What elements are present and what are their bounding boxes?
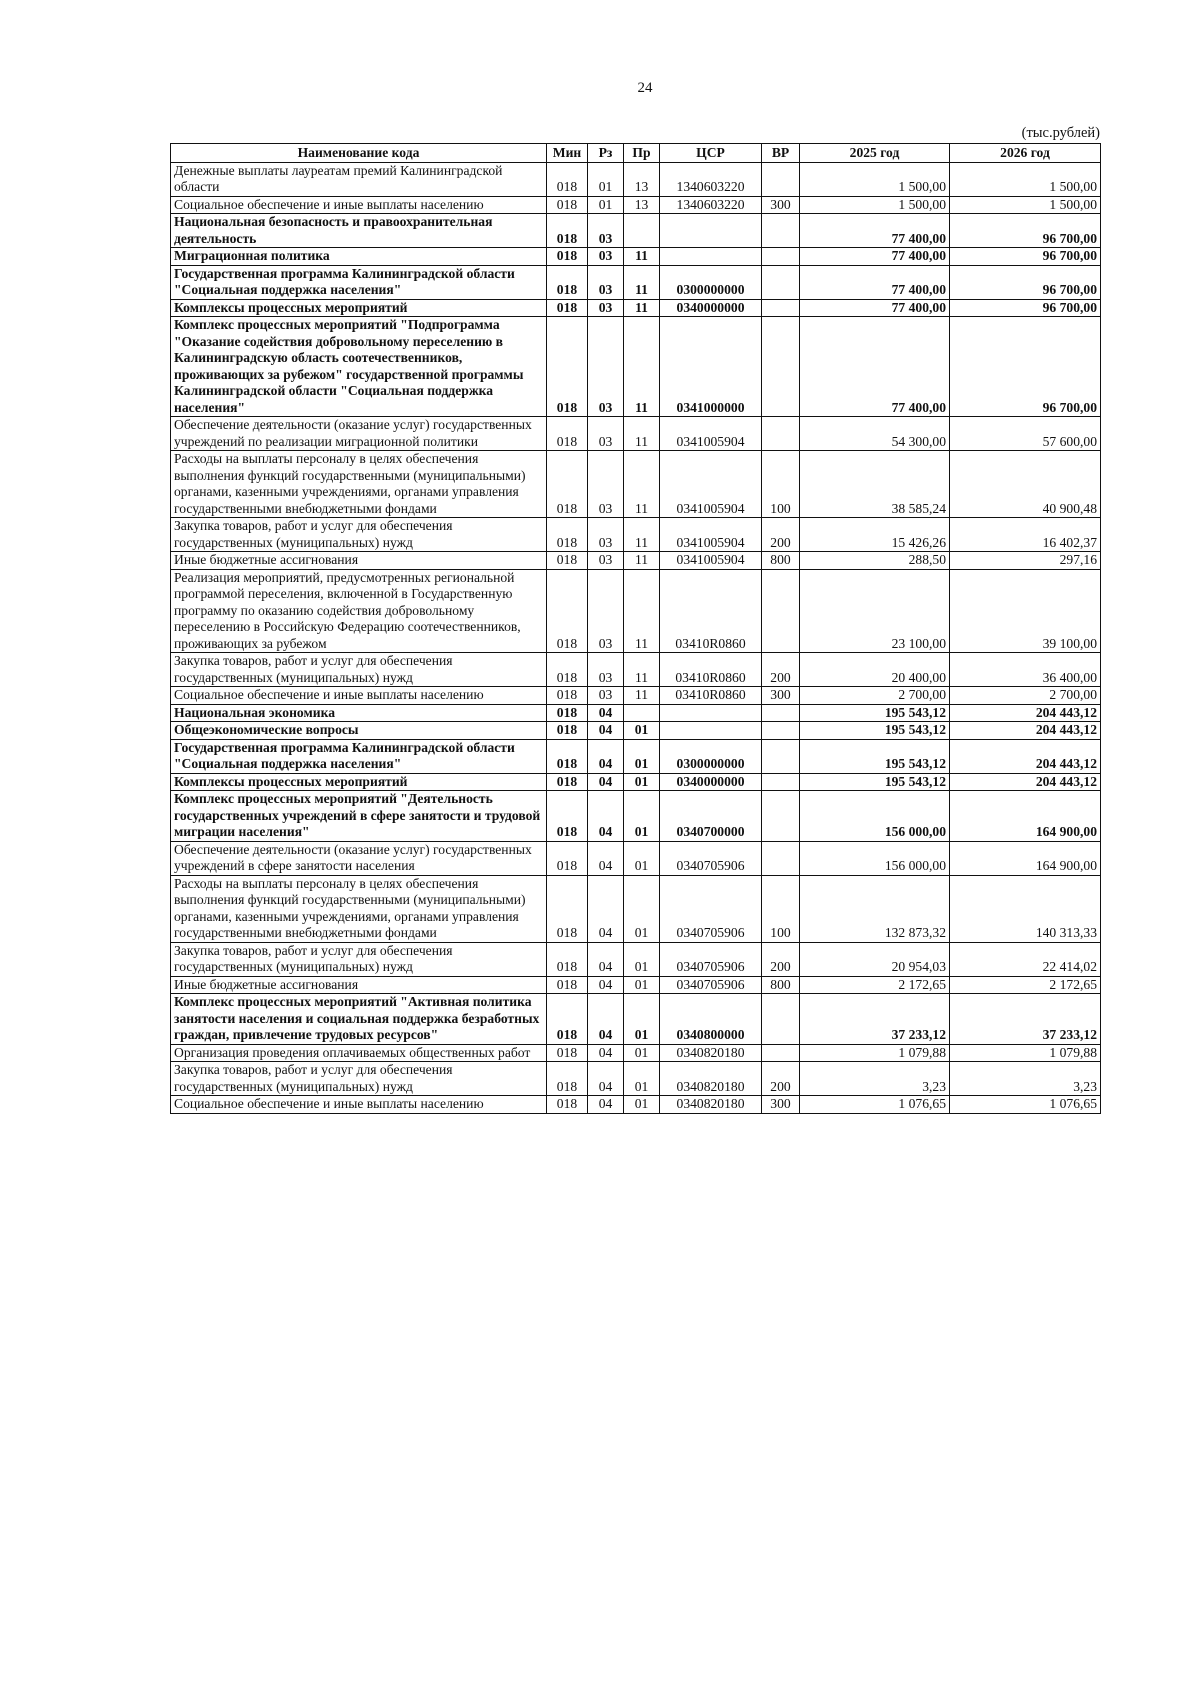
- cell-rz: 03: [588, 248, 624, 266]
- header-min: Мин: [547, 144, 588, 163]
- cell-pr: 11: [624, 569, 660, 653]
- cell-csr: 03410R0860: [660, 687, 762, 705]
- cell-min: 018: [547, 653, 588, 687]
- table-row: [171, 214, 1101, 248]
- cell-csr: 1340603220: [660, 196, 762, 214]
- cell-min: 018: [547, 1044, 588, 1062]
- cell-rz: 04: [588, 1062, 624, 1096]
- cell-csr: 0340800000: [660, 994, 762, 1045]
- page-number: 24: [637, 80, 653, 96]
- cell-name: Комплекс процессных мероприятий "Подпрограмма "Оказание содействия добровольному переселению в Калининградскую область соотечественников, проживающих за рубежом" государственной программы Калининградской области "Социальная поддержка населения": [171, 317, 547, 417]
- cell-name: Иные бюджетные ассигнования: [171, 976, 547, 994]
- cell-rz: 04: [588, 942, 624, 976]
- cell-vr: 800: [762, 552, 800, 570]
- cell-rz: 04: [588, 976, 624, 994]
- cell-2026: 2 700,00: [950, 687, 1101, 705]
- header-csr: ЦСР: [660, 144, 762, 163]
- table-row: [171, 875, 1101, 942]
- cell-pr: 11: [624, 653, 660, 687]
- cell-csr: 0341005904: [660, 518, 762, 552]
- table-row: [171, 976, 1101, 994]
- cell-2026: 2 172,65: [950, 976, 1101, 994]
- cell-csr: 0340700000: [660, 791, 762, 842]
- cell-pr: 01: [624, 773, 660, 791]
- header-rz: Рз: [588, 144, 624, 163]
- cell-rz: 03: [588, 552, 624, 570]
- cell-2026: 164 900,00: [950, 791, 1101, 842]
- cell-2026: 16 402,37: [950, 518, 1101, 552]
- cell-min: 018: [547, 299, 588, 317]
- cell-csr: 03410R0860: [660, 653, 762, 687]
- cell-csr: 0300000000: [660, 739, 762, 773]
- cell-min: 018: [547, 214, 588, 248]
- cell-2025: 195 543,12: [800, 739, 950, 773]
- cell-rz: 04: [588, 739, 624, 773]
- cell-csr: 0341000000: [660, 317, 762, 417]
- cell-2026: 204 443,12: [950, 739, 1101, 773]
- cell-name: Комплекс процессных мероприятий "Деятельность государственных учреждений в сфере занятости и трудовой миграции населения": [171, 791, 547, 842]
- cell-pr: 01: [624, 976, 660, 994]
- cell-2026: 1 079,88: [950, 1044, 1101, 1062]
- cell-vr: [762, 994, 800, 1045]
- cell-vr: 200: [762, 653, 800, 687]
- cell-name: Организация проведения оплачиваемых общественных работ: [171, 1044, 547, 1062]
- cell-2026: 57 600,00: [950, 417, 1101, 451]
- header-2025: 2025 год: [800, 144, 950, 163]
- cell-vr: [762, 739, 800, 773]
- cell-min: 018: [547, 841, 588, 875]
- cell-2025: 2 172,65: [800, 976, 950, 994]
- header-pr: Пр: [624, 144, 660, 163]
- table-row: [171, 687, 1101, 705]
- cell-name: Общеэкономические вопросы: [171, 722, 547, 740]
- cell-name: Социальное обеспечение и иные выплаты населению: [171, 1096, 547, 1114]
- cell-pr: 01: [624, 739, 660, 773]
- cell-rz: 04: [588, 994, 624, 1045]
- cell-csr: 0340820180: [660, 1096, 762, 1114]
- cell-2025: 77 400,00: [800, 317, 950, 417]
- cell-min: 018: [547, 451, 588, 518]
- cell-2026: 297,16: [950, 552, 1101, 570]
- cell-min: 018: [547, 518, 588, 552]
- cell-min: 018: [547, 1096, 588, 1114]
- cell-min: 018: [547, 248, 588, 266]
- cell-rz: 03: [588, 653, 624, 687]
- table-row: [171, 552, 1101, 570]
- cell-2026: 40 900,48: [950, 451, 1101, 518]
- cell-csr: 0341005904: [660, 417, 762, 451]
- cell-csr: [660, 704, 762, 722]
- cell-name: Денежные выплаты лауреатам премий Калининградской области: [171, 162, 547, 196]
- cell-rz: 04: [588, 841, 624, 875]
- cell-2026: 37 233,12: [950, 994, 1101, 1045]
- cell-rz: 03: [588, 518, 624, 552]
- cell-min: 018: [547, 773, 588, 791]
- table-row: [171, 569, 1101, 653]
- cell-name: Комплексы процессных мероприятий: [171, 299, 547, 317]
- cell-min: 018: [547, 942, 588, 976]
- cell-csr: 0341005904: [660, 552, 762, 570]
- cell-2026: 204 443,12: [950, 773, 1101, 791]
- cell-rz: 04: [588, 791, 624, 842]
- cell-min: 018: [547, 875, 588, 942]
- cell-rz: 03: [588, 317, 624, 417]
- cell-pr: 11: [624, 248, 660, 266]
- header-name: Наименование кода: [171, 144, 547, 163]
- cell-pr: 13: [624, 162, 660, 196]
- cell-vr: [762, 299, 800, 317]
- cell-2025: 77 400,00: [800, 248, 950, 266]
- cell-pr: 11: [624, 518, 660, 552]
- header-vr: ВР: [762, 144, 800, 163]
- cell-name: Иные бюджетные ассигнования: [171, 552, 547, 570]
- cell-2025: 195 543,12: [800, 722, 950, 740]
- cell-2026: 140 313,33: [950, 875, 1101, 942]
- table-row: [171, 248, 1101, 266]
- cell-min: 018: [547, 552, 588, 570]
- cell-vr: [762, 417, 800, 451]
- cell-name: Расходы на выплаты персоналу в целях обеспечения выполнения функций государственными (муниципальными) органами, казенными учреждениями, органами управления государственными внебюджетными фондами: [171, 875, 547, 942]
- cell-2026: 96 700,00: [950, 265, 1101, 299]
- cell-rz: 03: [588, 214, 624, 248]
- cell-2026: 1 076,65: [950, 1096, 1101, 1114]
- cell-2026: 96 700,00: [950, 299, 1101, 317]
- table-row: [171, 994, 1101, 1045]
- cell-csr: 0340705906: [660, 841, 762, 875]
- cell-min: 018: [547, 791, 588, 842]
- cell-min: 018: [547, 265, 588, 299]
- table-row: [171, 317, 1101, 417]
- cell-vr: [762, 704, 800, 722]
- table-row: [171, 518, 1101, 552]
- cell-pr: 11: [624, 417, 660, 451]
- cell-csr: 0340705906: [660, 976, 762, 994]
- cell-pr: 11: [624, 687, 660, 705]
- cell-2025: 38 585,24: [800, 451, 950, 518]
- cell-min: 018: [547, 687, 588, 705]
- cell-min: 018: [547, 196, 588, 214]
- cell-2025: 1 500,00: [800, 162, 950, 196]
- cell-name: Социальное обеспечение и иные выплаты населению: [171, 196, 547, 214]
- cell-rz: 03: [588, 687, 624, 705]
- cell-csr: 1340603220: [660, 162, 762, 196]
- cell-name: Комплексы процессных мероприятий: [171, 773, 547, 791]
- cell-vr: 200: [762, 518, 800, 552]
- table-row: [171, 704, 1101, 722]
- table-row: [171, 162, 1101, 196]
- cell-vr: [762, 162, 800, 196]
- cell-2025: 195 543,12: [800, 773, 950, 791]
- cell-min: 018: [547, 976, 588, 994]
- cell-pr: 01: [624, 1044, 660, 1062]
- cell-name: Социальное обеспечение и иные выплаты населению: [171, 687, 547, 705]
- cell-name: Закупка товаров, работ и услуг для обеспечения государственных (муниципальных) нужд: [171, 942, 547, 976]
- cell-2025: 3,23: [800, 1062, 950, 1096]
- header-2026: 2026 год: [950, 144, 1101, 163]
- cell-name: Государственная программа Калининградской области "Социальная поддержка населения": [171, 265, 547, 299]
- cell-2026: 204 443,12: [950, 704, 1101, 722]
- cell-csr: [660, 248, 762, 266]
- cell-pr: 11: [624, 299, 660, 317]
- cell-name: Миграционная политика: [171, 248, 547, 266]
- table-row: [171, 1062, 1101, 1096]
- cell-vr: [762, 214, 800, 248]
- table-body: [171, 162, 1101, 1113]
- cell-name: Закупка товаров, работ и услуг для обеспечения государственных (муниципальных) нужд: [171, 653, 547, 687]
- cell-csr: 03410R0860: [660, 569, 762, 653]
- table-row: [171, 196, 1101, 214]
- cell-csr: [660, 722, 762, 740]
- cell-2025: 15 426,26: [800, 518, 950, 552]
- cell-name: Закупка товаров, работ и услуг для обеспечения государственных (муниципальных) нужд: [171, 518, 547, 552]
- cell-min: 018: [547, 994, 588, 1045]
- cell-vr: [762, 265, 800, 299]
- cell-name: Расходы на выплаты персоналу в целях обеспечения выполнения функций государственными (муниципальными) органами, казенными учреждениями, органами управления государственными внебюджетными фондами: [171, 451, 547, 518]
- cell-2025: 2 700,00: [800, 687, 950, 705]
- cell-vr: 100: [762, 875, 800, 942]
- table-row: [171, 791, 1101, 842]
- cell-rz: 04: [588, 1096, 624, 1114]
- cell-rz: 03: [588, 569, 624, 653]
- cell-pr: 11: [624, 265, 660, 299]
- table-row: [171, 417, 1101, 451]
- cell-vr: [762, 569, 800, 653]
- cell-vr: [762, 722, 800, 740]
- cell-vr: [762, 773, 800, 791]
- cell-pr: 11: [624, 451, 660, 518]
- cell-2026: 1 500,00: [950, 196, 1101, 214]
- cell-vr: 300: [762, 1096, 800, 1114]
- cell-csr: 0300000000: [660, 265, 762, 299]
- cell-min: 018: [547, 704, 588, 722]
- cell-2026: 96 700,00: [950, 214, 1101, 248]
- table-row: [171, 1044, 1101, 1062]
- cell-min: 018: [547, 722, 588, 740]
- table-row: [171, 1096, 1101, 1114]
- cell-csr: 0340000000: [660, 299, 762, 317]
- table-row: [171, 653, 1101, 687]
- table-row: [171, 841, 1101, 875]
- cell-rz: 01: [588, 162, 624, 196]
- cell-2025: 1 500,00: [800, 196, 950, 214]
- cell-2026: 1 500,00: [950, 162, 1101, 196]
- cell-vr: [762, 841, 800, 875]
- cell-vr: 200: [762, 1062, 800, 1096]
- cell-name: Обеспечение деятельности (оказание услуг) государственных учреждений в сфере занятости населения: [171, 841, 547, 875]
- cell-2026: 96 700,00: [950, 317, 1101, 417]
- cell-name: Реализация мероприятий, предусмотренных региональной программой переселения, включенной в Государственную программу по оказанию содействия добровольному переселению в Российскую Федерацию соотечественников, проживающих за рубежом: [171, 569, 547, 653]
- cell-rz: 03: [588, 265, 624, 299]
- cell-2026: 96 700,00: [950, 248, 1101, 266]
- cell-pr: [624, 214, 660, 248]
- cell-vr: [762, 248, 800, 266]
- units-label: (тыс.рублей): [1021, 125, 1100, 141]
- table-row: [171, 299, 1101, 317]
- cell-rz: 01: [588, 196, 624, 214]
- budget-table: [170, 143, 1101, 1114]
- cell-2025: 77 400,00: [800, 214, 950, 248]
- cell-min: 018: [547, 417, 588, 451]
- cell-pr: 01: [624, 1096, 660, 1114]
- cell-pr: 01: [624, 841, 660, 875]
- cell-name: Комплекс процессных мероприятий "Активная политика занятости населения и социальная поддержка безработных граждан, привлечение трудовых ресурсов": [171, 994, 547, 1045]
- table-row: [171, 265, 1101, 299]
- cell-vr: [762, 791, 800, 842]
- cell-min: 018: [547, 1062, 588, 1096]
- cell-2025: 20 954,03: [800, 942, 950, 976]
- table-row: [171, 451, 1101, 518]
- table-header-row: [171, 144, 1101, 163]
- cell-vr: [762, 1044, 800, 1062]
- cell-pr: 11: [624, 552, 660, 570]
- cell-rz: 03: [588, 299, 624, 317]
- cell-2026: 36 400,00: [950, 653, 1101, 687]
- cell-csr: 0340705906: [660, 942, 762, 976]
- cell-2026: 39 100,00: [950, 569, 1101, 653]
- table-row: [171, 722, 1101, 740]
- cell-min: 018: [547, 569, 588, 653]
- cell-csr: 0341005904: [660, 451, 762, 518]
- cell-vr: 300: [762, 687, 800, 705]
- cell-csr: 0340000000: [660, 773, 762, 791]
- cell-csr: 0340820180: [660, 1062, 762, 1096]
- cell-min: 018: [547, 162, 588, 196]
- cell-rz: 04: [588, 1044, 624, 1062]
- cell-vr: 800: [762, 976, 800, 994]
- cell-2025: 156 000,00: [800, 841, 950, 875]
- cell-name: Национальная безопасность и правоохранительная деятельность: [171, 214, 547, 248]
- cell-pr: 01: [624, 994, 660, 1045]
- cell-rz: 04: [588, 773, 624, 791]
- cell-rz: 03: [588, 451, 624, 518]
- cell-rz: 03: [588, 417, 624, 451]
- cell-pr: 01: [624, 942, 660, 976]
- cell-2025: 54 300,00: [800, 417, 950, 451]
- cell-2025: 156 000,00: [800, 791, 950, 842]
- cell-vr: 200: [762, 942, 800, 976]
- cell-rz: 04: [588, 875, 624, 942]
- cell-2025: 77 400,00: [800, 299, 950, 317]
- cell-name: Закупка товаров, работ и услуг для обеспечения государственных (муниципальных) нужд: [171, 1062, 547, 1096]
- table-row: [171, 773, 1101, 791]
- cell-2026: 3,23: [950, 1062, 1101, 1096]
- cell-2025: 1 079,88: [800, 1044, 950, 1062]
- cell-2026: 164 900,00: [950, 841, 1101, 875]
- cell-2025: 37 233,12: [800, 994, 950, 1045]
- cell-2026: 204 443,12: [950, 722, 1101, 740]
- cell-pr: 01: [624, 722, 660, 740]
- cell-csr: 0340820180: [660, 1044, 762, 1062]
- cell-vr: [762, 317, 800, 417]
- cell-pr: 01: [624, 875, 660, 942]
- cell-name: Государственная программа Калининградской области "Социальная поддержка населения": [171, 739, 547, 773]
- cell-2025: 23 100,00: [800, 569, 950, 653]
- cell-pr: 01: [624, 791, 660, 842]
- table-row: [171, 739, 1101, 773]
- cell-2025: 1 076,65: [800, 1096, 950, 1114]
- cell-csr: [660, 214, 762, 248]
- cell-rz: 04: [588, 704, 624, 722]
- cell-name: Национальная экономика: [171, 704, 547, 722]
- cell-pr: 11: [624, 317, 660, 417]
- cell-name: Обеспечение деятельности (оказание услуг) государственных учреждений по реализации миграционной политики: [171, 417, 547, 451]
- cell-csr: 0340705906: [660, 875, 762, 942]
- cell-2025: 132 873,32: [800, 875, 950, 942]
- cell-2025: 77 400,00: [800, 265, 950, 299]
- cell-pr: [624, 704, 660, 722]
- cell-rz: 04: [588, 722, 624, 740]
- cell-pr: 13: [624, 196, 660, 214]
- cell-pr: 01: [624, 1062, 660, 1096]
- cell-2026: 22 414,02: [950, 942, 1101, 976]
- cell-min: 018: [547, 317, 588, 417]
- cell-2025: 288,50: [800, 552, 950, 570]
- cell-min: 018: [547, 739, 588, 773]
- cell-vr: 300: [762, 196, 800, 214]
- cell-2025: 195 543,12: [800, 704, 950, 722]
- cell-vr: 100: [762, 451, 800, 518]
- table-row: [171, 942, 1101, 976]
- cell-2025: 20 400,00: [800, 653, 950, 687]
